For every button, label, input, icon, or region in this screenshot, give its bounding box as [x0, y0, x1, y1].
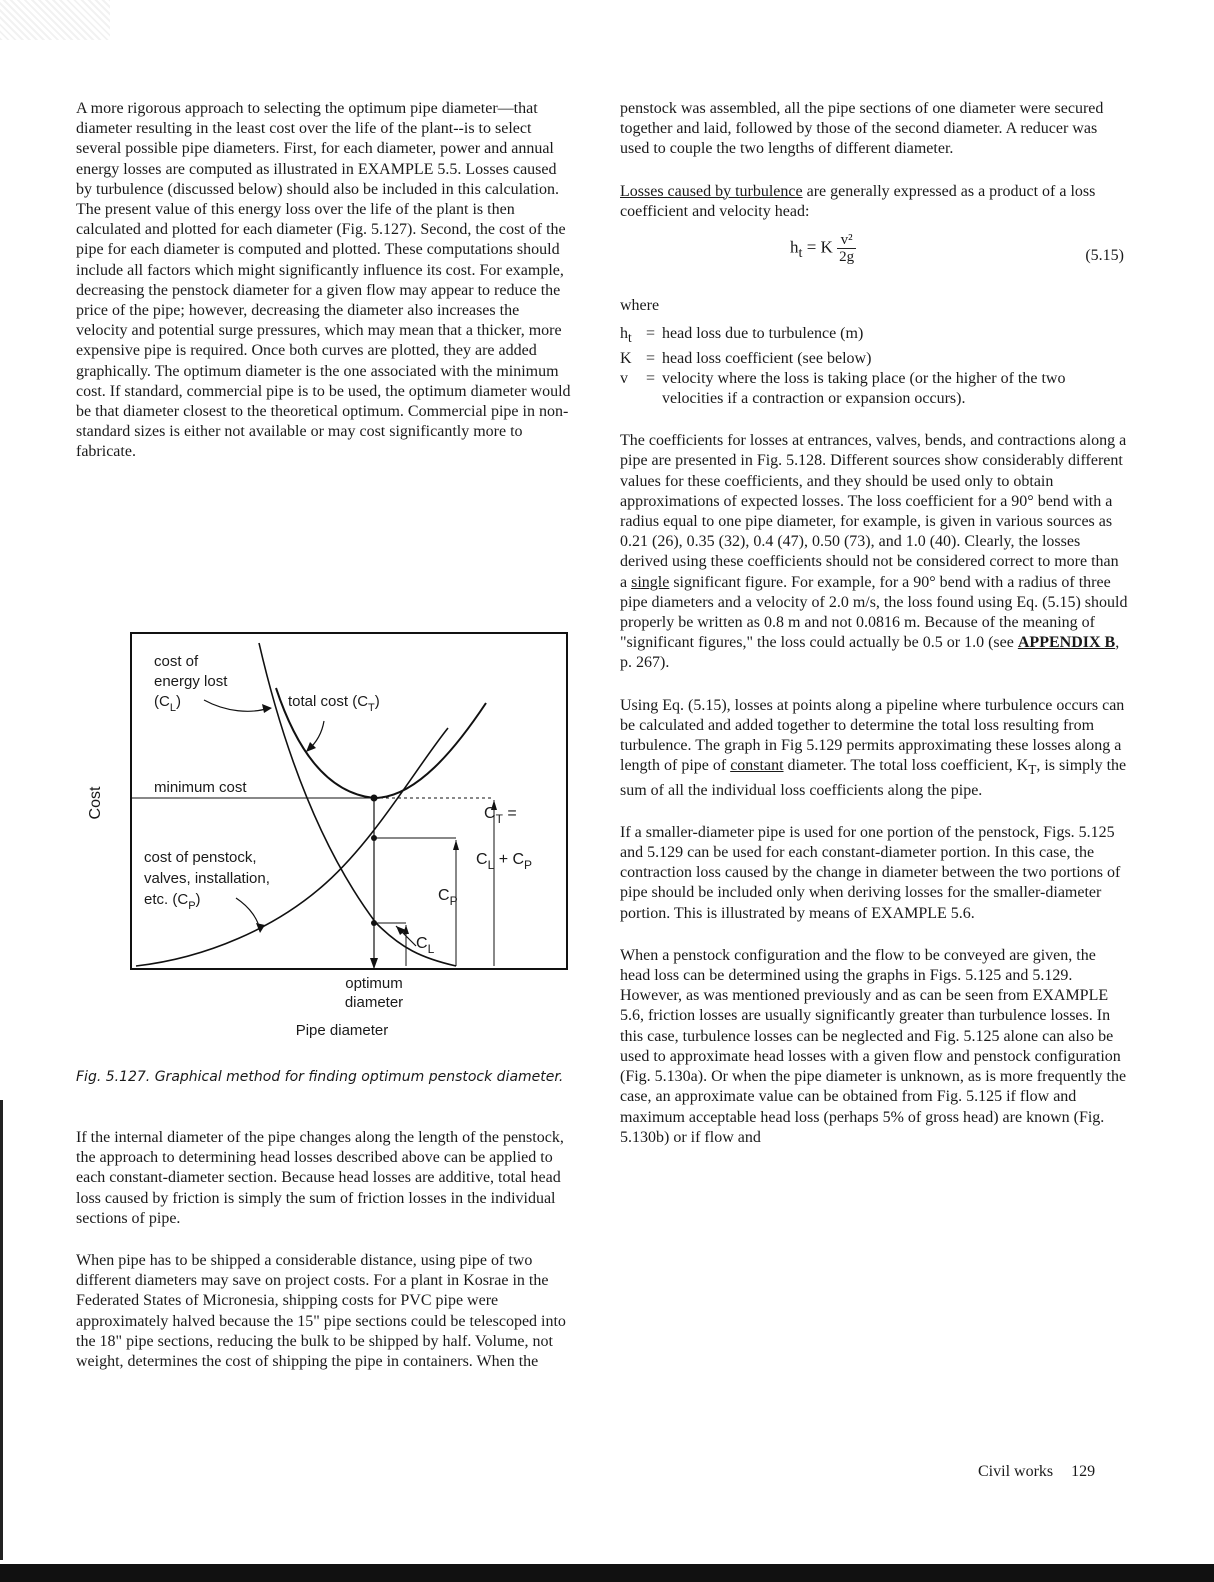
paragraph: The coefficients for losses at entrances, valves, bends, and contractions along a pipe are presented in Fig. 5.128. Different sources show considerably different values for these coefficients, and they should be used only to obtain approximations of expected losses. The loss coefficient for a 90° bend with a radius equal to one pipe diameter, for example, is given in various sources as 0.21 (26), 0.35 (32), 0.4 (47), 0.50 (73), and 1.0 (40). Clearly, the losses derived using these coefficients should not be considered correct to more than a single significant figure. For example, for a 90° bend with a radius of three pipe diameters and a velocity of 2.0 m/s, the loss found using Eq. (5.15) should properly be written as 0.8 m and not 0.0816 m. Because of the meaning of "significant figures," the loss could actually be 0.5 or 1.0 (see APPENDIX B, p. 267).	[620, 432, 1128, 672]
section-title: Civil works	[978, 1463, 1054, 1480]
paragraph: If a smaller-diameter pipe is used for one portion of the penstock, Figs. 5.125 and 5.129 can be used for each constant-diameter portion. In this case, the contraction loss caused by the change in diameter between the two portions of pipe should be included only when deriving losses for the smaller-diameter portion. This is illustrated by means of EXAMPLE 5.6.	[620, 823, 1121, 922]
y-axis-label: Cost	[87, 786, 104, 820]
energy-label-2: energy lost	[154, 673, 228, 690]
minimum-cost-label: minimum cost	[154, 779, 247, 796]
formula: $h_t = K$ $\frac{\text{v²}}{2g}$	[790, 232, 855, 266]
where-label: where	[620, 297, 660, 315]
variable-list	[620, 324, 1128, 409]
scan-edge-bottom	[0, 1564, 1214, 1582]
penstock-label-1: cost of penstock,	[144, 849, 257, 866]
figure-caption: Fig. 5.127. Graphical method for finding optimum penstock diameter.	[76, 1069, 564, 1085]
ct-equation-1: $C_T$ =	[484, 805, 517, 826]
optimum-label-2: diameter	[344, 994, 404, 1011]
energy-loss-curve	[259, 643, 456, 966]
left-column	[76, 99, 574, 485]
paragraph: When pipe has to be shipped a considerable distance, using pipe of two different diameters may save on project costs. For a plant in Kosrae in the Federated States of Micronesia, shipping costs for PVC pipe were approximately halved because the 15" pipe sections could be telescoped into the 18" pipe sections, reducing the bulk to be shipped by half. Volume, not weight, determines the cost of shipping the pipe in containers. When the	[76, 1252, 566, 1371]
left-column-bottom	[76, 1128, 574, 1394]
penstock-label-2: valves, installation,	[144, 870, 270, 887]
cost-vs-diameter-diagram	[76, 628, 574, 1048]
variable-row: $h_t$ = head loss due to turbulence (m)	[620, 325, 864, 346]
page-number: 129	[1071, 1463, 1096, 1480]
paragraph: A more rigorous approach to selecting the optimum pipe diameter—that diameter resulting in the least cost over the life of the plant--is to select several possible pipe diameters. First, for each diameter, power and annual energy losses are computed as illustrated in EXAMPLE 5.5. Losses caused by turbulence (discussed below) should also be included in this calculation. The present value of this energy loss over the life of the plant is then calculated and plotted for each diameter (Fig. 5.127). Second, the cost of the pipe for each diameter is computed and plotted. These computations should include all factors which might significantly influence its cost. For example, decreasing the penstock diameter for a given flow may appear to reduce the price of the pipe; however, decreasing the diameter also increases the velocity and potential surge pressures, which may mean that a thicker, more expensive pipe is required. Once both curves are plotted, they are added graphically. The optimum diameter is the one associated with the minimum cost. If standard, commercial pipe is to be used, the optimum diameter would be that diameter closest to the theoretical optimum. Commercial pipe in non-standard sizes is either not available or may cost significantly more to fabricate.	[76, 100, 571, 461]
minimum-point	[371, 795, 378, 802]
optimum-label-1: optimum	[345, 975, 403, 992]
page-footer	[978, 1463, 1113, 1481]
total-cost-label: total cost $(C_T)$	[288, 693, 380, 714]
energy-label-3: $(C_L)$	[154, 693, 181, 714]
paragraph: When a penstock configuration and the flow to be conveyed are given, the head loss can be determined using the graphs in Figs. 5.125 and 5.129. However, as was mentioned previously and as can be seen from EXAMPLE 5.6, friction losses are usually significantly greater than turbulence losses. In this case, turbulence losses can be neglected and Fig. 5.125 alone can also be used to approximate head losses with a given flow and penstock configuration (Fig. 5.130a). Or when the pipe diameter is unknown, as is more frequently the case, an approximate value can be obtained from Fig. 5.125 if flow and maximum acceptable head loss (perhaps 5% of gross head) are known (Fig. 5.130b) or if flow and	[620, 946, 1127, 1146]
cp-label: $C_P$	[438, 887, 458, 908]
variable-row: K = head loss coefficient (see below)	[620, 349, 872, 367]
equation-5-15	[620, 226, 1128, 284]
cl-label: $C_L$	[416, 935, 435, 956]
figure-5-127	[76, 628, 574, 1048]
scan-edge-left	[0, 1100, 3, 1560]
ct-equation-2: $C_L + C_P$	[476, 851, 533, 872]
paragraph: If the internal diameter of the pipe changes along the length of the penstock, the approach to determining head losses described above can be applied to each constant-diameter section. Because head losses are additive, total head loss caused by friction is simply the sum of friction losses in the individual sections of pipe.	[76, 1129, 564, 1227]
penstock-label-3: etc. $(C_P)$	[144, 891, 201, 912]
right-column	[620, 99, 1128, 1170]
scan-noise	[0, 0, 110, 40]
variable-row: v = velocity where the loss is taking place (or the higher of the two velocities if a contraction or expansion occurs).	[620, 369, 1066, 408]
x-axis-label: Pipe diameter	[295, 1022, 389, 1039]
equation-number: (5.15)	[1085, 247, 1124, 265]
paragraph: penstock was assembled, all the pipe sections of one diameter were secured together and laid, followed by those of the second diameter. A reducer was used to couple the two lengths of different diameter.	[620, 100, 1104, 158]
paragraph: Using Eq. (5.15), losses at points along a pipeline where turbulence occurs can be calculated and added together to determine the total loss resulting from turbulence. The graph in Fig 5.129 permits approximating these losses along a length of pipe of constant diameter. The total loss coefficient, $K_T$, is simply the sum of all the individual loss coefficients along the pipe.	[620, 696, 1127, 799]
appendix-link[interactable]: APPENDIX B	[1017, 634, 1116, 652]
underlined-term: Losses caused by turbulence	[620, 182, 803, 200]
paragraph: Losses caused by turbulence are generally expressed as a product of a loss coefficient and velocity head:	[620, 182, 1096, 220]
energy-label-1: cost of	[154, 653, 199, 670]
fraction: $\frac{\text{v²}}{2g}$	[839, 232, 855, 266]
